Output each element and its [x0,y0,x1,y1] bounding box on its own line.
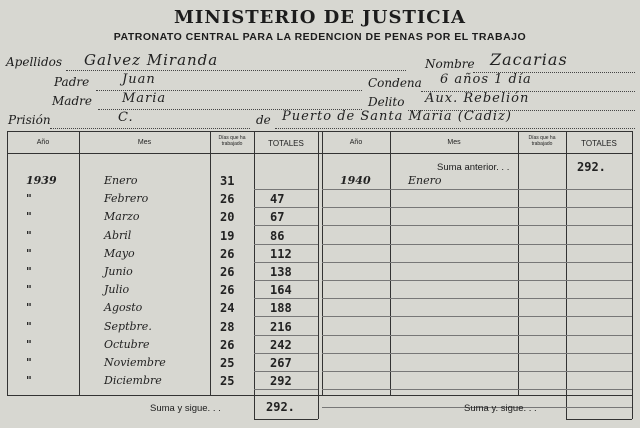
suma-anterior-total: 292. [577,160,606,174]
madre-label: Madre [52,94,92,108]
row-line [254,335,318,336]
suma-y-sigue-left-total: 292. [266,400,295,414]
padre-value: Juan [122,72,156,87]
row-line [322,244,632,245]
row-line [322,316,632,317]
suma-y-sigue-right-label: Suma y. sigue. . . [464,403,537,414]
row-month: Mayo [104,246,135,260]
nombre-value: Zacarias [490,50,568,69]
row-year: " [26,301,32,315]
row-line [254,371,318,372]
row-days: 28 [220,319,235,334]
row-line [322,298,632,299]
row-year: " [26,210,32,224]
row-year: " [26,246,32,260]
row-line [322,389,632,390]
row-days: 26 [220,283,235,298]
row-line [322,225,632,226]
row-total: 86 [270,228,285,243]
row-line [322,371,632,372]
row-total: 267 [270,356,292,370]
row-year: 1940 [340,174,371,187]
row-total: 188 [270,301,292,316]
header-year-right: Año [349,139,363,146]
row-total: 67 [270,210,285,225]
row-month: Abril [104,228,132,242]
row-year: " [26,265,32,278]
delito-label: Delito [368,95,405,109]
row-line [254,189,318,190]
condena-value: 6 años 1 día [440,72,532,87]
apellidos-underline [66,70,406,71]
apellidos-label: Apellidos [6,55,63,69]
row-line [254,389,318,390]
row-line [254,225,318,226]
de-underline [275,128,635,129]
ministry-title: MINISTERIO DE JUSTICIA [174,7,466,28]
row-total: 164 [270,283,292,298]
row-month: Julio [104,283,130,297]
condena-label: Condena [368,76,422,90]
row-line [322,280,632,281]
row-line [322,262,632,263]
row-line [254,298,318,299]
patronato-subtitle: PATRONATO CENTRAL PARA LA REDENCION DE PENAS POR EL TRABAJO [113,31,527,43]
row-total: 47 [270,192,285,207]
row-days: 26 [220,192,235,207]
row-year: " [26,228,32,242]
row-days: 26 [220,337,235,352]
madre-value: Maria [122,91,167,106]
row-total: 112 [270,246,292,261]
header-totals-right: TOTALES [581,139,617,148]
row-total: 292 [270,374,292,389]
row-days: 26 [220,246,235,261]
header-days-right: Días que ha trabajado [528,135,556,147]
row-year: " [26,192,32,206]
row-year: " [26,374,32,388]
row-days: 25 [220,356,235,370]
row-month: Diciembre [104,374,162,388]
row-days: 25 [220,374,235,389]
prision-underline [50,128,250,129]
row-line [254,316,318,317]
row-year: " [26,337,32,351]
row-month: Febrero [104,192,149,206]
row-total: 138 [270,265,292,279]
header-month-right: Mes [447,139,461,146]
row-month: Agosto [104,301,143,315]
row-days: 24 [220,301,235,316]
nombre-label: Nombre [425,57,475,71]
delito-value: Aux. Rebelión [425,91,530,106]
prision-label: Prisión [8,113,51,127]
row-month: Marzo [104,210,140,224]
de-value: Puerto de Santa Maria (Cadiz) [282,109,512,124]
row-month: Enero [408,174,442,187]
row-total: 242 [270,337,292,352]
row-days: 19 [220,228,235,243]
row-year: 1939 [26,174,57,187]
header-year-left: Año [36,139,50,146]
row-month: Enero [104,174,138,187]
row-month: Octubre [104,337,150,351]
padre-label: Padre [54,75,90,89]
prision-value: C. [118,110,134,125]
row-days: 31 [220,174,235,188]
row-line [322,335,632,336]
de-label: de [256,113,271,127]
row-line [254,353,318,354]
apellidos-value: Galvez Miranda [84,51,219,69]
row-line [254,262,318,263]
row-line [254,207,318,208]
row-line [254,244,318,245]
row-line [254,280,318,281]
row-month: Junio [104,265,133,278]
row-days: 26 [220,265,235,279]
row-line [322,353,632,354]
row-line [322,189,632,190]
header-month-left: Mes [137,139,152,146]
row-year: " [26,319,32,333]
row-days: 20 [220,210,235,225]
suma-y-sigue-left-label: Suma y sigue. . . [150,403,221,414]
row-total: 216 [270,319,292,334]
header-days-left: Días que ha trabajado [218,135,246,147]
row-month: Septbre. [104,319,152,333]
row-year: " [26,283,32,297]
header-totals-left: TOTALES [268,139,304,148]
suma-anterior-label: Suma anterior. . . [437,162,510,173]
row-line [322,207,632,208]
row-month: Noviembre [104,356,166,369]
row-year: " [26,356,32,369]
